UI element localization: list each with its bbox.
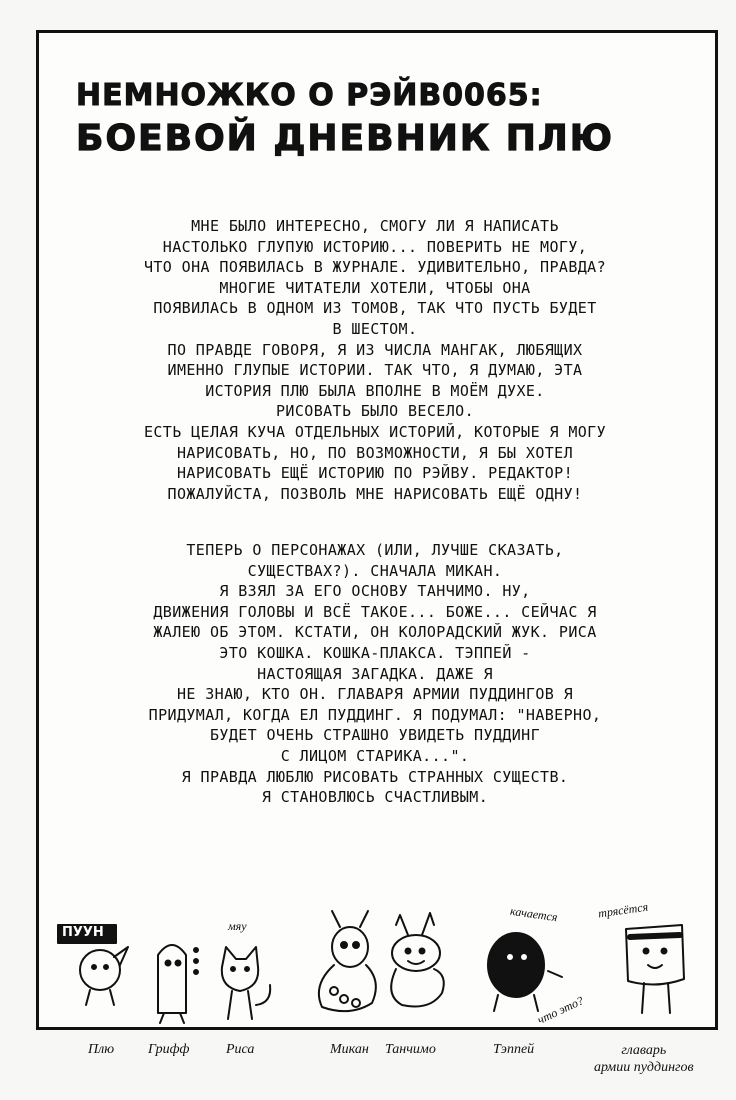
text-line: ПОЯВИЛАСЬ В ОДНОМ ИЗ ТОМОВ, ТАК ЧТО ПУСТЬ БУДЕТ (153, 299, 597, 318)
sfx-question: что это? (535, 993, 586, 1027)
caption-mikan: Микан (330, 1042, 369, 1057)
text-line: БУДЕТ ОЧЕНЬ СТРАШНО УВИДЕТЬ ПУДДИНГ (209, 726, 541, 745)
text-line: ПРИДУМАЛ, КОГДА ЕЛ ПУДДИНГ. Я ПОДУМАЛ: "НАВЕРНО, (148, 705, 602, 724)
sfx-risa: мяу (228, 919, 247, 933)
caption-plue: Плю (88, 1042, 115, 1057)
text-line: С ЛИЦОМ СТАРИКА...". (280, 746, 470, 765)
text-line: ЖАЛЕЮ ОБ ЭТОМ. КСТАТИ, ОН КОЛОРАДСКИЙ ЖУК. РИСА (153, 623, 597, 642)
text-line: Я ВЗЯЛ ЗА ЕГО ОСНОВУ ТАНЧИМО. НУ, (219, 582, 531, 601)
text-line: ТЕПЕРЬ О ПЕРСОНАЖАХ (ИЛИ, ЛУЧШЕ СКАЗАТЬ, (186, 541, 564, 559)
text-line: МНЕ БЫЛО ИНТЕРЕСНО, СМОГУ ЛИ Я НАПИСАТЬ (191, 217, 559, 235)
text-line: СУЩЕСТВАХ?). СНАЧАЛА МИКАН. (247, 561, 503, 580)
text-line: МНОГИЕ ЧИТАТЕЛИ ХОТЕЛИ, ЧТОБЫ ОНА (219, 278, 531, 297)
paragraph-1 (80, 216, 670, 504)
text-line: НАРИСОВАТЬ, НО, ПО ВОЗМОЖНОСТИ, Я БЫ ХОТЕЛ (176, 443, 574, 462)
text-line: Я СТАНОВЛЮСЬ СЧАСТЛИВЫМ. (261, 788, 489, 807)
paragraph-2 (80, 540, 670, 808)
pudding-boss-drawing (626, 925, 684, 1013)
text-line: РИСОВАТЬ БЫЛО ВЕСЕЛО. (275, 402, 475, 421)
text-line: ЭТО КОШКА. КОШКА-ПЛАКСА. ТЭППЕЙ - (219, 643, 531, 662)
title-line-1: НЕМНОЖКО О РЭЙВ0065: (76, 78, 543, 113)
teppei-drawing (488, 933, 562, 1011)
caption-teppei: Тэппей (493, 1042, 535, 1057)
text-line: ДВИЖЕНИЯ ГОЛОВЫ И ВСЁ ТАКОЕ... БОЖЕ... СЕЙЧАС Я (153, 602, 597, 621)
caption-griff: Грифф (148, 1042, 190, 1057)
sfx-teppei: качается (509, 903, 559, 925)
caption-tanchimo: Танчимо (385, 1042, 436, 1057)
caption-risa: Риса (226, 1042, 255, 1057)
text-line: Я ПРАВДА ЛЮБЛЮ РИСОВАТЬ СТРАННЫХ СУЩЕСТВ. (181, 767, 569, 786)
caption-pudding-boss: главарь армии пуддингов (594, 1043, 694, 1075)
mikan-drawing (319, 911, 376, 1011)
risa-drawing (222, 947, 270, 1019)
text-line: ПО ПРАВДЕ ГОВОРЯ, Я ИЗ ЧИСЛА МАНГАК, ЛЮБЯЩИХ (167, 340, 583, 359)
text-line: НАСТОЯЩАЯ ЗАГАДКА. ДАЖЕ Я (257, 664, 493, 683)
text-line: НАСТОЛЬКО ГЛУПУЮ ИСТОРИЮ... ПОВЕРИТЬ НЕ МОГУ, (162, 237, 588, 256)
character-doodles (50, 895, 730, 1035)
text-line: ИМЕННО ГЛУПЫЕ ИСТОРИИ. ТАК ЧТО, Я ДУМАЮ, ЭТА (167, 361, 583, 380)
text-line: НАРИСОВАТЬ ЕЩЁ ИСТОРИЮ ПО РЭЙВУ. РЕДАКТОР! (176, 464, 574, 483)
tanchimo-drawing (391, 913, 444, 1007)
text-line: НЕ ЗНАЮ, КТО ОН. ГЛАВАРЯ АРМИИ ПУДДИНГОВ Я (176, 685, 574, 704)
text-line: ЕСТЬ ЦЕЛАЯ КУЧА ОТДЕЛЬНЫХ ИСТОРИЙ, КОТОРЫЕ Я МОГУ (143, 422, 607, 441)
text-line: ПОЖАЛУЙСТА, ПОЗВОЛЬ МНЕ НАРИСОВАТЬ ЕЩЁ ОДНУ! (167, 484, 583, 503)
page-frame (36, 30, 718, 1030)
sfx-plue: ПУУН (62, 925, 104, 940)
text-line: ЧТО ОНА ПОЯВИЛАСЬ В ЖУРНАЛЕ. УДИВИТЕЛЬНО, ПРАВДА? (143, 258, 607, 277)
griff-drawing (158, 945, 198, 1023)
text-line: ИСТОРИЯ ПЛЮ БЫЛА ВПОЛНЕ В МОЁМ ДУХЕ. (205, 381, 545, 400)
sfx-pudding-boss: трясётся (597, 899, 649, 921)
title-line-2: БОЕВОЙ ДНЕВНИК ПЛЮ (76, 118, 615, 159)
text-line: В ШЕСТОМ. (332, 319, 418, 338)
